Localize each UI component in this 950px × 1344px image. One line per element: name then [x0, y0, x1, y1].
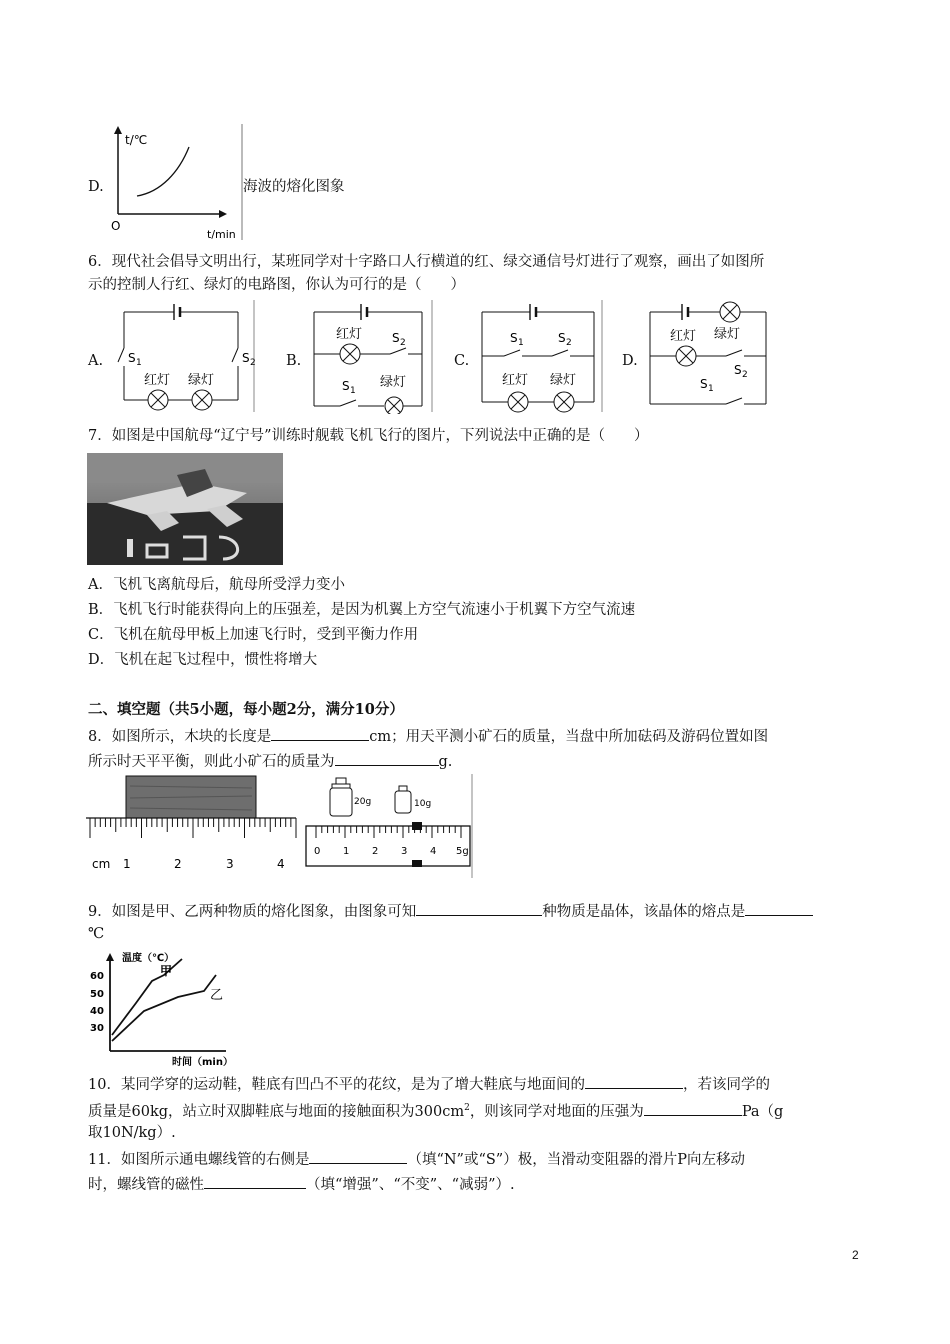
q10-line2-c: Pa（g	[741, 1103, 784, 1120]
q6-d-s2-sub: 2	[742, 370, 748, 380]
q6-d-red-label: 红灯	[670, 329, 697, 344]
q6-b-green-label: 绿灯	[380, 375, 407, 390]
weight-20g-icon	[330, 778, 352, 816]
q9-line2: ℃	[88, 926, 105, 942]
q10-line2-sup: 2	[464, 1103, 470, 1113]
q6-stem-line1: 6．现代社会倡导文明出行，某班同学对十字路口人行横道的红、绿交通信号灯进行了观察，画出了如图所	[88, 254, 765, 270]
q11-line2	[88, 1172, 515, 1196]
q9-graph-y-label: 温度（℃）	[122, 953, 175, 964]
q9-line1	[88, 899, 813, 923]
q9-line1-a: 9．如图是甲、乙两种物质的熔化图象，由图象可知	[88, 904, 417, 920]
q10-line2-b: ，则该同学对地面的压强为	[469, 1103, 644, 1120]
q11-line1-b: （填“N”或“S”）极，当滑动变阻器的滑片P向左移动	[407, 1152, 745, 1168]
q9-graph-x-label: 时间（min）	[172, 1057, 233, 1068]
q9-melting-graph	[86, 945, 236, 1069]
q6-stem-line2: 示的控制人行红、绿灯的电路图，你认为可行的是（ ）	[88, 277, 465, 293]
q7-option-b: B．飞机飞行时能获得向上的压强差，是因为机翼上方空气流速小于机翼下方空气流速	[88, 602, 636, 618]
q6-option-b-letter: B.	[286, 353, 302, 369]
q8-line1-a: 8．如图所示，木块的长度是	[88, 729, 272, 745]
scale-tick-label: 5g	[456, 846, 469, 857]
ruler-tick-label: 2	[174, 857, 182, 871]
q9-y-tick: 60	[90, 971, 104, 982]
q9-y-tick: 40	[90, 1006, 104, 1017]
q8-line1	[88, 724, 768, 748]
q6-b-s1-sub: 1	[350, 386, 356, 396]
q6-b-red-label: 红灯	[336, 327, 363, 342]
q6-a-green-label: 绿灯	[188, 373, 215, 388]
ruler-tick-label: 1	[123, 857, 131, 871]
q6-circuit-d	[642, 298, 777, 414]
q6-c-s2-label: S	[558, 331, 566, 345]
series-jia-label: 甲	[160, 964, 173, 978]
q11-line2-a: 时，螺线管的磁性	[88, 1177, 204, 1193]
q5-graph-origin: O	[111, 219, 121, 233]
q7-option-d: D．飞机在起飞过程中，惯性将增大	[88, 652, 318, 668]
q10-blank-pressure[interactable]	[644, 1099, 742, 1116]
q6-c-red-label: 红灯	[502, 373, 529, 388]
q6-a-s2-label: S	[242, 351, 250, 365]
q6-c-green-label: 绿灯	[550, 373, 577, 388]
series-yi-label: 乙	[210, 988, 224, 1003]
q6-a-s2-sub: 2	[250, 358, 256, 368]
q8-line2-b: g.	[438, 754, 453, 770]
scale-tick-label: 1	[343, 846, 350, 857]
q6-c-s2-sub: 2	[566, 338, 572, 348]
carrier-jet-photo	[87, 453, 283, 565]
q10-blank-friction[interactable]	[585, 1072, 683, 1089]
scale-tick-label: 0	[314, 846, 321, 857]
q10-line1-a: 10．某同学穿的运动鞋，鞋底有凹凸不平的花纹，是为了增大鞋底与地面间的	[88, 1077, 585, 1093]
q9-y-tick: 30	[90, 1023, 104, 1034]
section-2-title: 二、填空题（共5小题，每小题2分，满分10分）	[88, 701, 404, 718]
scale-tick-label: 4	[430, 846, 437, 857]
q6-a-s1-sub: 1	[136, 358, 142, 368]
q7-option-a: A．飞机飞离航母后，航母所受浮力变小	[88, 577, 345, 593]
q8-blank-length[interactable]	[271, 724, 369, 741]
q6-d-green-label: 绿灯	[714, 327, 741, 342]
q8-line2-a: 所示时天平平衡，则此小矿石的质量为	[88, 754, 335, 770]
q11-line1	[88, 1147, 745, 1171]
q6-a-s1-label: S	[128, 351, 136, 365]
q10-line2	[88, 1097, 783, 1123]
q9-blank-substance[interactable]	[416, 899, 542, 916]
q5-melting-graph	[103, 122, 248, 242]
q6-circuit-a	[108, 298, 258, 414]
q6-b-s2-sub: 2	[400, 338, 406, 348]
q9-y-tick: 50	[90, 989, 104, 1000]
q7-stem: 7．如图是中国航母“辽宁号”训练时舰载飞机飞行的图片，下列说法中正确的是（ ）	[88, 428, 649, 444]
q6-option-a-letter: A.	[88, 353, 104, 369]
weight-20g-label: 20g	[354, 797, 372, 807]
q7-option-c: C．飞机在航母甲板上加速飞行时，受到平衡力作用	[88, 627, 419, 643]
ruler-unit: cm	[92, 857, 111, 871]
q10-line1	[88, 1072, 770, 1096]
q6-b-s2-label: S	[392, 331, 400, 345]
q5-option-d-text: 海波的熔化图象	[243, 179, 345, 195]
q6-d-s2-label: S	[734, 363, 742, 377]
q6-circuit-b	[306, 298, 441, 414]
ruler-ticks	[90, 818, 296, 838]
balance-weights-and-scale	[300, 772, 476, 880]
ruler-tick-label: 4	[277, 857, 285, 871]
q6-b-s1-label: S	[342, 379, 350, 393]
q6-option-c-letter: C.	[454, 353, 470, 369]
series-yi-line	[112, 975, 216, 1041]
q6-d-s1-label: S	[700, 377, 708, 391]
scale-rider-top	[412, 822, 422, 830]
scale-rider-bottom	[412, 860, 422, 867]
q5-graph-x-label: t/min	[207, 228, 236, 241]
q8-line1-b: cm；用天平测小矿石的质量，当盘中所加砝码及游码位置如图	[369, 729, 769, 745]
q6-d-s1-sub: 1	[708, 384, 714, 394]
q10-line1-b: ，若该同学的	[682, 1077, 770, 1093]
scale-tick-label: 2	[372, 846, 379, 857]
q6-option-d-letter: D.	[622, 353, 638, 369]
ruler-with-wood-block	[86, 772, 298, 880]
q10-line2-a: 质量是60kg，站立时双脚鞋底与地面的接触面积为300cm	[88, 1103, 465, 1120]
q6-c-s1-label: S	[510, 331, 518, 345]
q6-circuit-c	[474, 298, 609, 414]
q9-blank-melting-point[interactable]	[745, 899, 813, 916]
q6-a-red-label: 红灯	[144, 373, 171, 388]
q8-blank-mass[interactable]	[335, 749, 439, 766]
q11-line2-b: （填“增强”、“不变”、“减弱”）.	[306, 1177, 515, 1193]
q11-blank-magnetism[interactable]	[204, 1172, 306, 1189]
ruler-tick-label: 3	[226, 857, 234, 871]
weight-10g-icon	[395, 786, 411, 813]
q8-line2	[88, 749, 452, 773]
q11-line1-a: 11．如图所示通电螺线管的右侧是	[88, 1152, 310, 1168]
q9-line1-b: 种物质是晶体，该晶体的熔点是	[542, 904, 746, 920]
scale-tick-label: 3	[401, 846, 408, 857]
q11-blank-pole[interactable]	[309, 1147, 407, 1164]
weight-10g-label: 10g	[414, 799, 432, 809]
q5-option-d-letter: D.	[88, 179, 104, 195]
q10-line3: 取10N/kg）.	[88, 1125, 176, 1141]
page-number: 2	[852, 1248, 859, 1262]
q6-c-s1-sub: 1	[518, 338, 524, 348]
q5-graph-y-label: t/℃	[125, 133, 148, 147]
